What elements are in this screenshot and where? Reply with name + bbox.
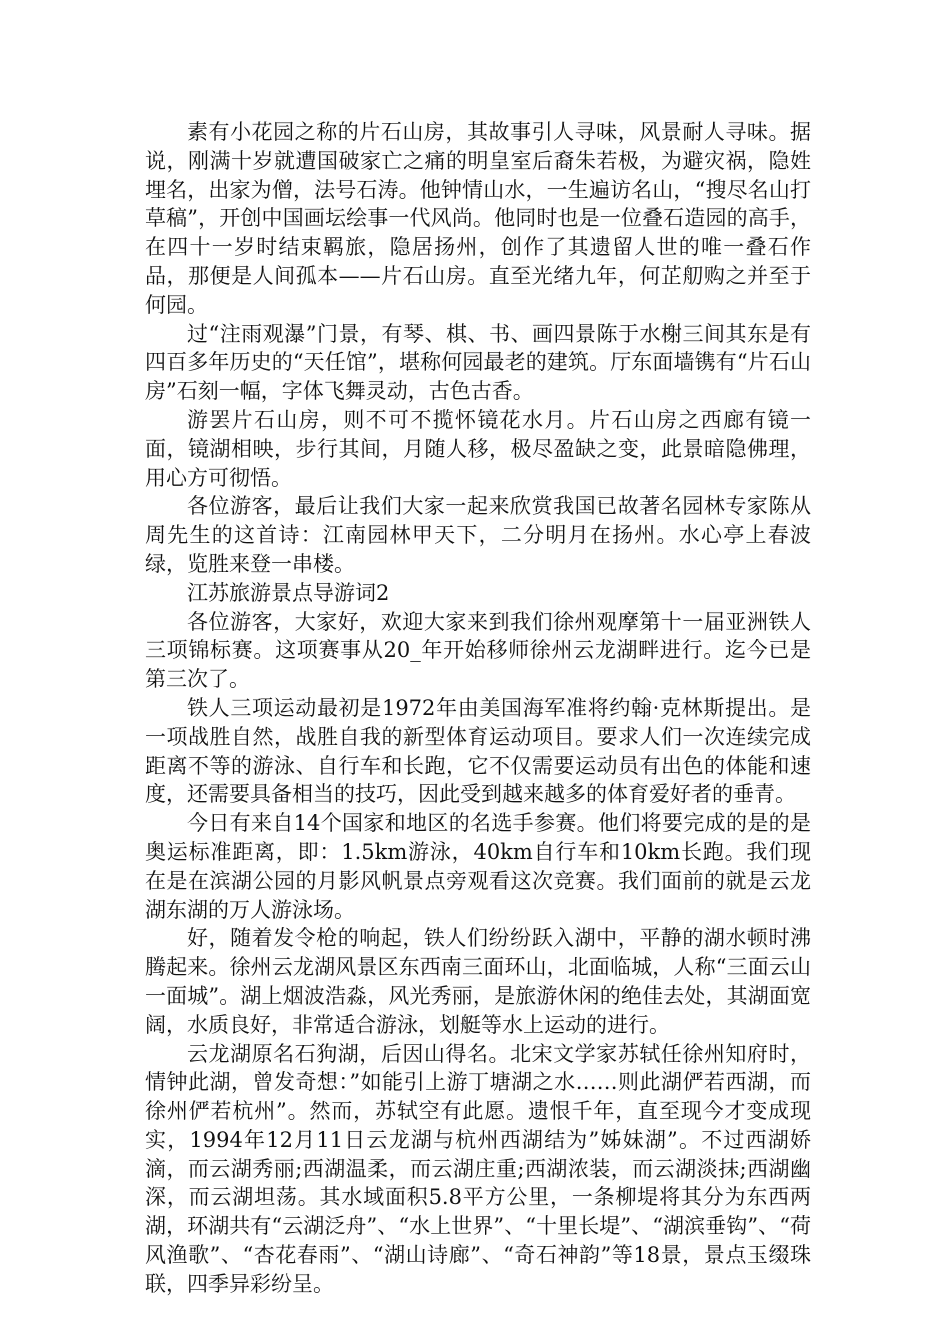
paragraph: 素有小花园之称的片石山房，其故事引人寻味，风景耐人寻味。据说，刚满十岁就遭国破家亡之痛的明皇室后裔朱若极，为避灾祸，隐姓埋名，出家为僧，法号石涛。他钟情山水，一生遍访名山，“搜尽名山打草稿”，开创中国画坛绘事一代风尚。他同时也是一位叠石造园的高手，在四十一岁时结束羁旅，隐居扬州，创作了其遗留人世的唯一叠石作品，那便是人间孤本——片石山房。直至光绪九年，何芷舠购之并至于何园。 xyxy=(145,120,811,317)
paragraph: 好，随着发令枪的响起，铁人们纷纷跃入湖中，平静的湖水顿时沸腾起来。徐州云龙湖风景区东西南三面环山，北面临城，人称“三面云山一面城”。湖上烟波浩淼，风光秀丽，是旅游休闲的绝佳去处，其湖面宽阔，水质良好，非常适合游泳，划艇等水上运动的进行。 xyxy=(145,926,811,1037)
paragraph: 铁人三项运动最初是1972年由美国海军准将约翰·克林斯提出。是一项战胜自然，战胜自我的新型体育运动项目。要求人们一次连续完成距离不等的游泳、自行车和长跑，它不仅需要运动员有出色的体能和速度，还需要具备相当的技巧，因此受到越来越多的体育爱好者的垂青。 xyxy=(145,695,811,807)
paragraph: 各位游客，最后让我们大家一起来欣赏我国已故著名园林专家陈从周先生的这首诗：江南园林甲天下，二分明月在扬州。水心亭上春波绿，览胜来登一串楼。 xyxy=(145,494,811,576)
paragraph: 云龙湖原名石狗湖，后因山得名。北宋文学家苏轼任徐州知府时，情钟此湖，曾发奇想：”如能引上游丁塘湖之水……则此湖俨若西湖，而徐州俨若杭州”。然而，苏轼空有此愿。遗恨千年，直至现今才变成现实，1994年12月11日云龙湖与杭州西湖结为”姊妹湖”。不过西湖娇滴，而云湖秀丽;西湖温柔，而云湖庄重;西湖浓装，而云湖淡抹;西湖幽深，而云湖坦荡。其水域面积5.8平方公里，一条柳堤将其分为东西两湖，环湖共有“云湖泛舟”、“水上世界”、“十里长堤”、“湖滨垂钩”、“荷风渔歌”、“杏花春雨”、“湖山诗廊”、“奇石神韵”等18景，景点玉缀珠联，四季异彩纷呈。 xyxy=(145,1041,811,1296)
paragraph: 游罢片石山房，则不可不揽怀镜花水月。片石山房之西廊有镜一面，镜湖相映，步行其间，月随人移，极尽盈缺之变，此景暗隐佛理，用心方可彻悟。 xyxy=(145,407,811,490)
paragraph: 今日有来自14个国家和地区的名选手参赛。他们将要完成的是的是奥运标准距离，即：1.5km游泳，40km自行车和10km长跑。我们现在是在滨湖公园的月影风帆景点旁观看这次竞赛。我们面前的就是云龙湖东湖的万人游泳场。 xyxy=(145,811,811,922)
document-body xyxy=(145,118,811,1299)
paragraph: 各位游客，大家好，欢迎大家来到我们徐州观摩第十一届亚洲铁人三项锦标赛。这项赛事从20_年开始移师徐州云龙湖畔进行。迄今已是第三次了。 xyxy=(145,609,811,692)
paragraph: 过“注雨观瀑”门景，有琴、棋、书、画四景陈于水榭三间其东是有四百多年历史的“天任馆”，堪称何园最老的建筑。厅东面墙镌有“片石山房”石刻一幅，字体飞舞灵动，古色古香。 xyxy=(145,321,811,404)
section-heading: 江苏旅游景点导游词2 xyxy=(187,580,390,605)
